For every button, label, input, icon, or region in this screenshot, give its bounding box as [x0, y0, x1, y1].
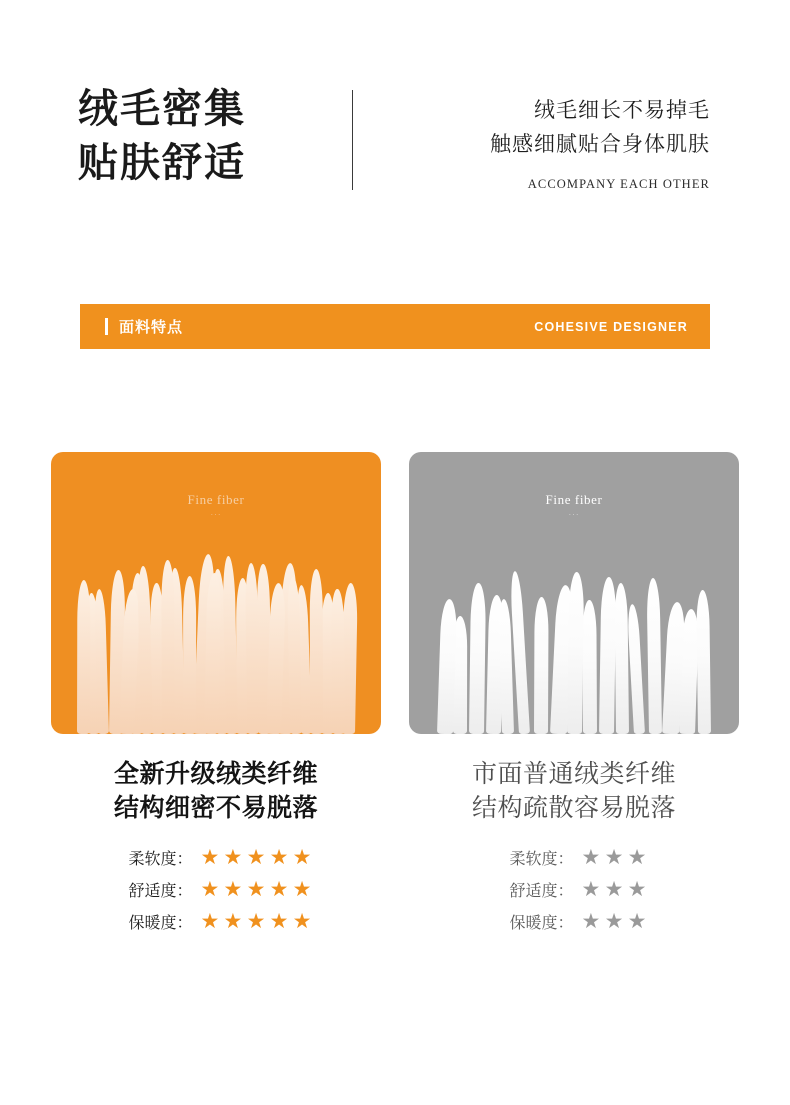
subtitle-line-2: 触感细腻贴合身体肌肤	[490, 132, 710, 156]
card-ordinary-fiber	[409, 452, 739, 933]
ratings-upgraded	[51, 846, 381, 933]
ratings-ordinary	[409, 846, 739, 933]
card-heading-upgraded	[51, 758, 381, 826]
comparison-cards	[51, 452, 739, 933]
page-title	[78, 82, 338, 190]
star-rating: ★ ★ ★	[581, 877, 647, 901]
bar-tick-marker	[105, 318, 108, 335]
fiber-photo-ordinary	[409, 452, 739, 734]
star-rating: ★ ★ ★ ★ ★	[200, 877, 312, 901]
card-heading-line-1: 全新升级绒类纤维	[113, 760, 318, 788]
star-rating: ★ ★ ★ ★ ★	[200, 909, 312, 933]
subtitle-line-1: 绒毛细长不易掉毛	[534, 99, 710, 122]
star-rating: ★ ★ ★	[581, 845, 647, 869]
card-heading-ordinary	[409, 758, 739, 826]
title-line-1: 绒毛密集	[78, 87, 246, 131]
rating-row	[502, 910, 647, 933]
photo-caption-sub: ···	[210, 510, 222, 519]
page-header	[78, 82, 718, 222]
section-bar	[80, 304, 710, 349]
fiber-bundle-sparse	[409, 504, 739, 734]
star-rating: ★ ★ ★ ★ ★	[200, 845, 312, 869]
header-english-tagline: ACCOMPANY EACH OTHER	[527, 177, 710, 192]
rating-label: 舒适度：	[128, 882, 193, 900]
rating-label: 柔软度：	[509, 850, 574, 868]
header-subtitle-group	[353, 82, 718, 192]
rating-row	[502, 878, 647, 901]
photo-caption-sub: ···	[568, 510, 580, 519]
fiber-bundle-dense	[51, 504, 381, 734]
rating-row	[502, 846, 647, 869]
rating-label: 舒适度：	[509, 882, 574, 900]
star-rating: ★ ★ ★	[581, 909, 647, 933]
section-bar-title: 面料特点	[119, 319, 184, 336]
card-heading-line-2: 结构细密不易脱落	[113, 793, 318, 822]
rating-row	[121, 878, 312, 901]
rating-row	[121, 910, 312, 933]
fiber-photo-upgraded	[51, 452, 381, 734]
card-heading-line-1: 市面普通绒类纤维	[471, 760, 676, 788]
photo-caption: Fine fiber	[187, 492, 245, 507]
rating-label: 保暖度：	[509, 914, 574, 932]
title-line-2: 贴肤舒适	[78, 141, 246, 185]
rating-label: 柔软度：	[128, 850, 193, 868]
section-bar-left	[80, 304, 183, 349]
rating-label: 保暖度：	[128, 914, 193, 932]
card-heading-line-2: 结构疏散容易脱落	[471, 793, 676, 822]
card-upgraded-fiber	[51, 452, 381, 933]
photo-caption: Fine fiber	[545, 492, 603, 507]
rating-row	[121, 846, 312, 869]
section-bar-english: COHESIVE DESIGNER	[534, 319, 688, 334]
